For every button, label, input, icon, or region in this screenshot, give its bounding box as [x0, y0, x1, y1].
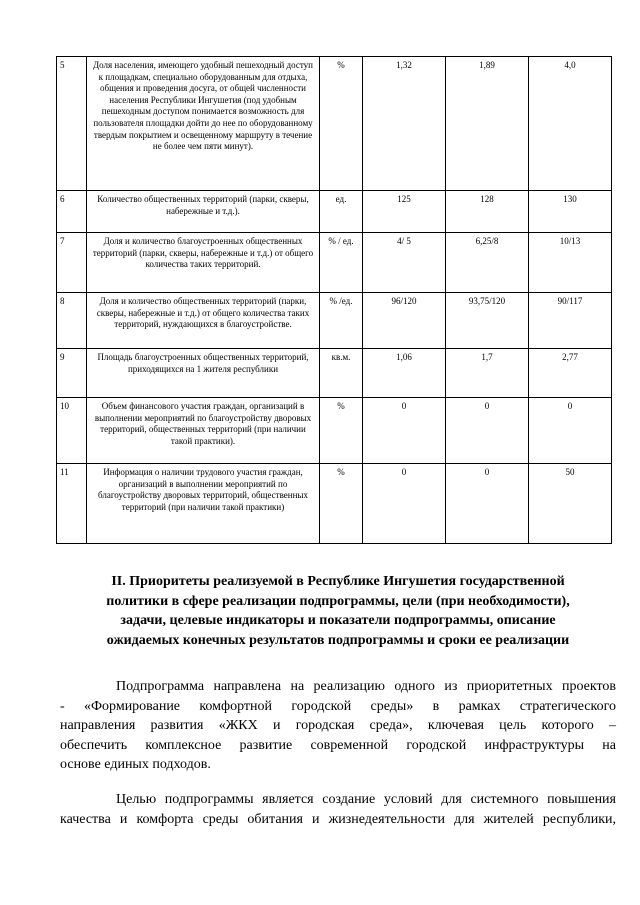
- table-row: [57, 233, 612, 293]
- value-cell: 4/ 5: [363, 233, 446, 293]
- unit-cell: %: [320, 398, 363, 464]
- paragraph-line: направления развития «ЖКХ и городская среда», ключевая цель которого –: [60, 718, 616, 734]
- indicator-name: Доля населения, имеющего удобный пешеходный доступ к площадкам, специально оборудованным для отдыха, общения и проведения досуга, от общей численности населения Республики Ингушетия (под удобным пешеходным доступом понимается возможность для пользователя площадки дойти до нее по оборудованному твердым покрытием и освещенному маршруту в течение не более чем пяти минут).: [87, 57, 320, 191]
- unit-cell: % /ед.: [320, 293, 363, 349]
- value-cell: 10/13: [529, 233, 612, 293]
- row-number: 8: [57, 293, 87, 349]
- body-paragraph: [60, 790, 616, 829]
- row-number: 6: [57, 191, 87, 233]
- unit-cell: %: [320, 464, 363, 544]
- value-cell: 1,06: [363, 349, 446, 398]
- heading-line: задачи, целевые индикаторы и показатели подпрограммы, описание: [120, 613, 556, 628]
- section-heading: [60, 572, 616, 650]
- heading-line: политики в сфере реализации подпрограммы, цели (при необходимости),: [106, 593, 570, 609]
- indicator-name: Площадь благоустроенных общественных территорий, приходящихся на 1 жителя республики: [87, 349, 320, 398]
- unit-cell: % / ед.: [320, 233, 363, 293]
- value-cell: 125: [363, 191, 446, 233]
- value-cell: 4,0: [529, 57, 612, 191]
- table-row: [57, 398, 612, 464]
- unit-cell: ед.: [320, 191, 363, 233]
- table-row: [57, 349, 612, 398]
- indicator-name: Количество общественных территорий (парки, скверы, набережные и т.д.).: [87, 191, 320, 233]
- table-row: [57, 191, 612, 233]
- body-paragraph: [60, 677, 616, 775]
- row-number: 10: [57, 398, 87, 464]
- table-row: [57, 57, 612, 191]
- value-cell: 93,75/120: [446, 293, 529, 349]
- value-cell: 1,7: [446, 349, 529, 398]
- paragraph-line: Подпрограмма направлена на реализацию одного из приоритетных проектов: [116, 679, 616, 694]
- paragraph-line: качества и комфорта среды обитания и жизнедеятельности для жителей республики,: [60, 811, 616, 827]
- row-number: 9: [57, 349, 87, 398]
- unit-cell: кв.м.: [320, 349, 363, 398]
- value-cell: 0: [363, 464, 446, 544]
- value-cell: 0: [529, 398, 612, 464]
- paragraph-line: Целью подпрограммы является создание условий для системного повышения: [116, 792, 616, 807]
- value-cell: 50: [529, 464, 612, 544]
- value-cell: 0: [446, 398, 529, 464]
- heading-line: II. Приоритеты реализуемой в Республике Ингушетия государственной: [111, 574, 565, 589]
- value-cell: 130: [529, 191, 612, 233]
- indicator-name: Объем финансового участия граждан, организаций в выполнении мероприятий по благоустройству дворовых территорий, общественных территорий (при наличии такой практики).: [87, 398, 320, 464]
- paragraph-line: - «Формирование комфортной городской среды» в рамках стратегического: [60, 698, 616, 714]
- table-row: [57, 464, 612, 544]
- row-number: 7: [57, 233, 87, 293]
- value-cell: 90/117: [529, 293, 612, 349]
- unit-cell: %: [320, 57, 363, 191]
- indicators-table: [56, 56, 612, 544]
- paragraph-line: обеспечить комплексное развитие современной городской инфраструктуры на: [60, 737, 616, 753]
- table-row: [57, 293, 612, 349]
- heading-line: ожидаемых конечных результатов подпрограммы и сроки ее реализации: [106, 632, 570, 648]
- value-cell: 6,25/8: [446, 233, 529, 293]
- indicator-name: Доля и количество общественных территорий (парки, скверы, набережные и т.д.) от общего количества таких территорий, нуждающихся в благоустройстве.: [87, 293, 320, 349]
- value-cell: 0: [363, 398, 446, 464]
- paragraph-line: основе единых подходов.: [60, 757, 211, 773]
- value-cell: 1,89: [446, 57, 529, 191]
- row-number: 5: [57, 57, 87, 191]
- indicator-name: Информация о наличии трудового участия граждан, организаций в выполнении мероприятий по благоустройству дворовых территорий, общественных территорий (при наличии такой практики): [87, 464, 320, 544]
- value-cell: 1,32: [363, 57, 446, 191]
- value-cell: 0: [446, 464, 529, 544]
- indicator-name: Доля и количество благоустроенных общественных территорий (парки, скверы, набережные и т.д.) от общего количества таких территорий.: [87, 233, 320, 293]
- value-cell: 96/120: [363, 293, 446, 349]
- value-cell: 2,77: [529, 349, 612, 398]
- value-cell: 128: [446, 191, 529, 233]
- row-number: 11: [57, 464, 87, 544]
